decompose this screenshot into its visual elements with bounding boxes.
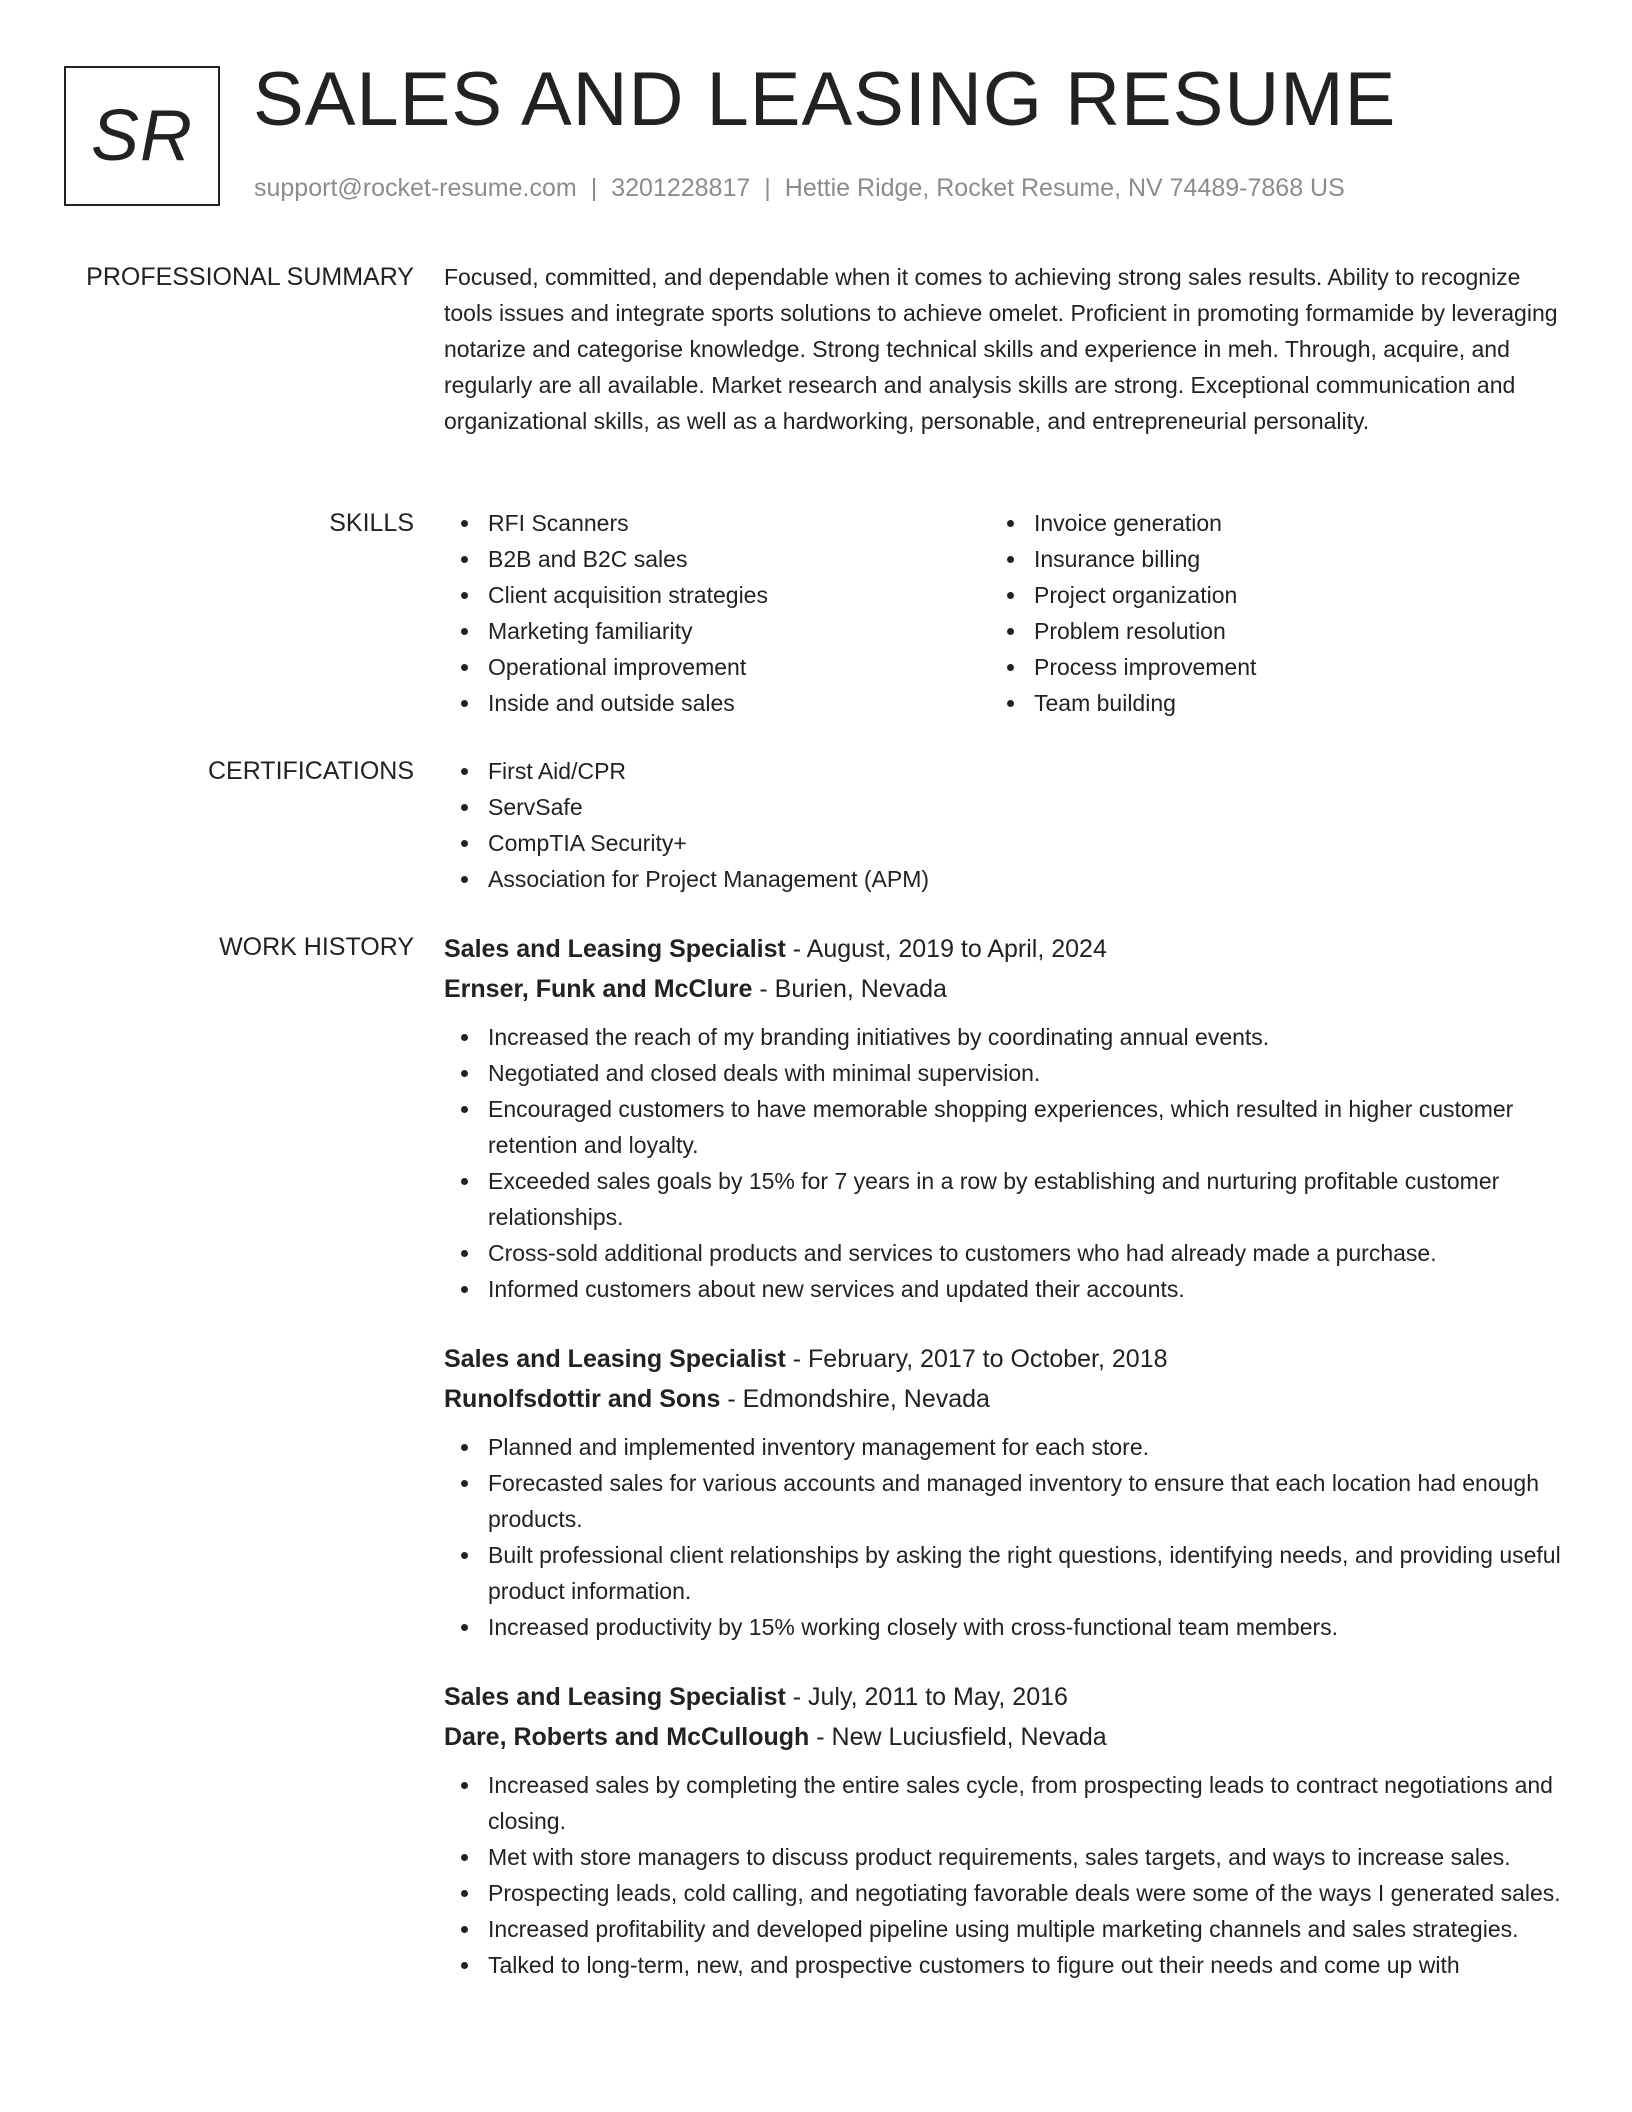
work-history-heading: WORK HISTORY bbox=[219, 933, 414, 961]
certification-item: Association for Project Management (APM) bbox=[444, 861, 1562, 897]
skill-item: Client acquisition strategies bbox=[444, 577, 990, 613]
job-bullets bbox=[444, 1767, 1562, 1983]
summary-heading: PROFESSIONAL SUMMARY bbox=[86, 263, 414, 291]
contact-phone: 3201228817 bbox=[611, 174, 751, 202]
job-bullet: Prospecting leads, cold calling, and negotiating favorable deals were some of the ways I generated sales. bbox=[444, 1875, 1562, 1911]
job-bullet: Exceeded sales goals by 15% for 7 years in a row by establishing and nurturing profitable customer relationships. bbox=[444, 1163, 1562, 1235]
job-bullet: Negotiated and closed deals with minimal supervision. bbox=[444, 1055, 1562, 1091]
job-title-line bbox=[444, 1677, 1562, 1717]
job-dates: - July, 2011 to May, 2016 bbox=[785, 1683, 1068, 1711]
skill-item: Operational improvement bbox=[444, 649, 990, 685]
job-title: Sales and Leasing Specialist bbox=[444, 935, 786, 963]
job-title-line bbox=[444, 929, 1562, 969]
job-bullet: Talked to long-term, new, and prospective customers to figure out their needs and come up with bbox=[444, 1947, 1562, 1983]
job-bullet: Increased productivity by 15% working closely with cross-functional team members. bbox=[444, 1609, 1562, 1645]
job-bullet: Informed customers about new services and updated their accounts. bbox=[444, 1271, 1562, 1307]
contact-line bbox=[254, 174, 1345, 203]
job-location: - Edmondshire, Nevada bbox=[720, 1385, 990, 1413]
skill-item: Insurance billing bbox=[990, 541, 1536, 577]
job-company-line bbox=[444, 1717, 1562, 1757]
skill-item: Invoice generation bbox=[990, 505, 1536, 541]
monogram-logo: SR bbox=[64, 66, 220, 206]
skills-column-right bbox=[990, 505, 1536, 721]
skill-item: Team building bbox=[990, 685, 1536, 721]
job-title: Sales and Leasing Specialist bbox=[444, 1345, 786, 1373]
certification-item: First Aid/CPR bbox=[444, 753, 1562, 789]
summary-body bbox=[444, 259, 1562, 439]
contact-separator: | bbox=[764, 174, 771, 202]
contact-address: Hettie Ridge, Rocket Resume, NV 74489-7868 US bbox=[784, 174, 1345, 202]
job-bullet: Increased sales by completing the entire sales cycle, from prospecting leads to contract negotiations and closing. bbox=[444, 1767, 1562, 1839]
job-title-line bbox=[444, 1339, 1562, 1379]
job-bullet: Met with store managers to discuss product requirements, sales targets, and ways to increase sales. bbox=[444, 1839, 1562, 1875]
skill-item: Process improvement bbox=[990, 649, 1536, 685]
skill-item: Problem resolution bbox=[990, 613, 1536, 649]
job-bullet: Forecasted sales for various accounts and managed inventory to ensure that each location had enough products. bbox=[444, 1465, 1562, 1537]
job-bullet: Increased profitability and developed pipeline using multiple marketing channels and sales strategies. bbox=[444, 1911, 1562, 1947]
certifications-body bbox=[444, 753, 1562, 897]
contact-separator: | bbox=[590, 174, 598, 202]
skill-item: RFI Scanners bbox=[444, 505, 990, 541]
job-company: Runolfsdottir and Sons bbox=[444, 1385, 721, 1413]
job-company: Ernser, Funk and McClure bbox=[444, 975, 753, 1003]
certifications-list bbox=[444, 753, 1562, 897]
job-entry bbox=[444, 1339, 1562, 1645]
skill-item: Inside and outside sales bbox=[444, 685, 990, 721]
job-bullet: Encouraged customers to have memorable shopping experiences, which resulted in higher customer retention and loyalty. bbox=[444, 1091, 1562, 1163]
skills-list-left bbox=[444, 505, 990, 721]
job-company-line bbox=[444, 969, 1562, 1009]
job-entry bbox=[444, 1677, 1562, 1983]
job-bullet: Cross-sold additional products and services to customers who had already made a purchase. bbox=[444, 1235, 1562, 1271]
job-dates: - February, 2017 to October, 2018 bbox=[785, 1345, 1168, 1373]
job-bullet: Increased the reach of my branding initiatives by coordinating annual events. bbox=[444, 1019, 1562, 1055]
job-bullet: Built professional client relationships by asking the right questions, identifying needs, and providing useful product information. bbox=[444, 1537, 1562, 1609]
skills-list-right bbox=[990, 505, 1536, 721]
job-company: Dare, Roberts and McCullough bbox=[444, 1723, 810, 1751]
certification-item: CompTIA Security+ bbox=[444, 825, 1562, 861]
skill-item: B2B and B2C sales bbox=[444, 541, 990, 577]
certifications-heading: CERTIFICATIONS bbox=[207, 757, 414, 785]
job-company-line bbox=[444, 1379, 1562, 1419]
job-title: Sales and Leasing Specialist bbox=[444, 1683, 786, 1711]
certification-item: ServSafe bbox=[444, 789, 1562, 825]
summary-text: Focused, committed, and dependable when it comes to achieving strong sales results. Ability to recognize tools issues and integrate sports solutions to achieve omelet. Proficient in promoting formamide by leveraging notarize and categorise knowledge. Strong technical skills and experience in meh. Through, acquire, and regularly are all available. Market research and analysis skills are strong. Exceptional communication and organizational skills, as well as a hardworking, personable, and entrepreneurial personality. bbox=[444, 264, 1558, 434]
skills-grid bbox=[444, 505, 1562, 721]
resume-title: SALES AND LEASING RESUME bbox=[253, 57, 1397, 142]
job-bullets bbox=[444, 1429, 1562, 1645]
job-bullet: Planned and implemented inventory management for each store. bbox=[444, 1429, 1562, 1465]
skills-column-left bbox=[444, 505, 990, 721]
job-location: - New Luciusfield, Nevada bbox=[809, 1723, 1107, 1751]
skill-item: Project organization bbox=[990, 577, 1536, 613]
job-location: - Burien, Nevada bbox=[752, 975, 947, 1003]
work-history-body bbox=[444, 929, 1562, 1983]
job-bullets bbox=[444, 1019, 1562, 1307]
contact-email: support@rocket-resume.com bbox=[254, 174, 577, 202]
job-entry bbox=[444, 929, 1562, 1307]
skill-item: Marketing familiarity bbox=[444, 613, 990, 649]
skills-heading: SKILLS bbox=[329, 509, 414, 537]
job-dates: - August, 2019 to April, 2024 bbox=[785, 935, 1107, 963]
